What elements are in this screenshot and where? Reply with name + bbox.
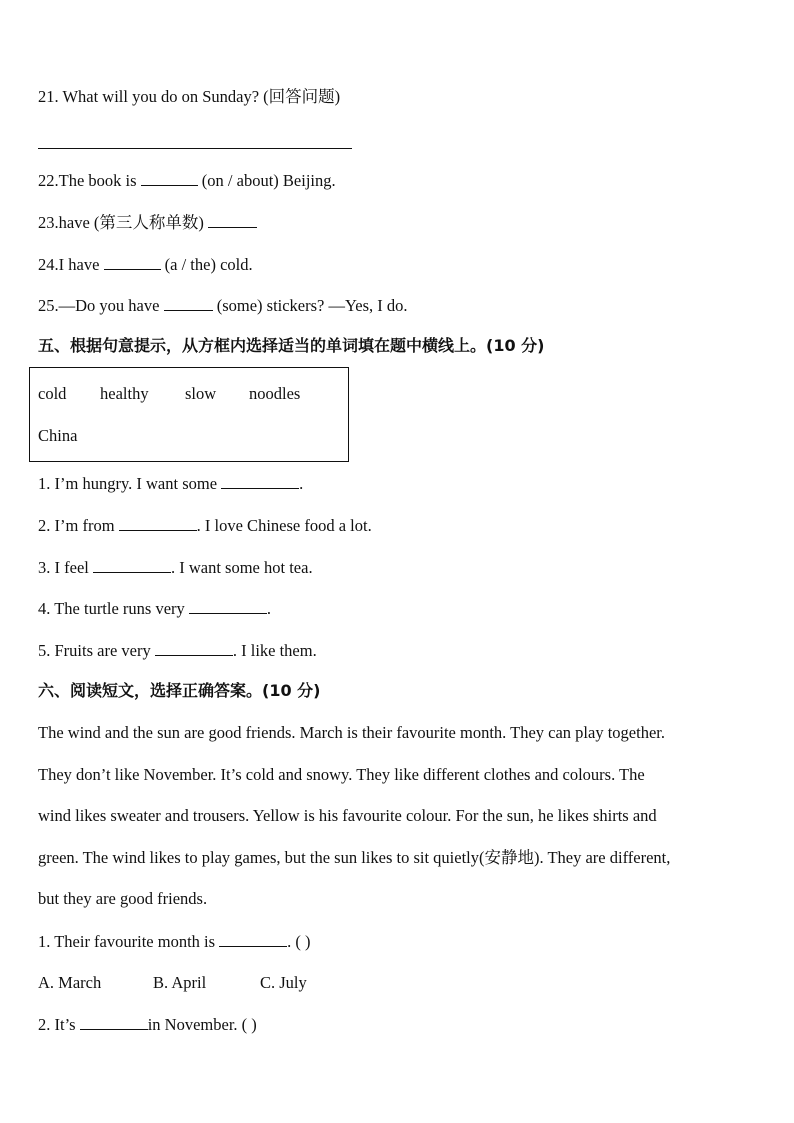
- option-b[interactable]: B. April: [153, 973, 207, 992]
- fill-blank[interactable]: [93, 557, 171, 573]
- section-5-item-5: 5. Fruits are very . I like them.: [38, 641, 317, 660]
- word-healthy: healthy: [100, 384, 149, 403]
- section-6-question-1: 1. Their favourite month is . ( ): [38, 932, 311, 951]
- fill-blank[interactable]: [104, 254, 161, 270]
- section-6-title: 六、阅读短文，选择正确答案。(10 分): [38, 681, 321, 700]
- passage-line: They don’t like November. It’s cold and snowy. They like different clothes and colours. The: [38, 765, 645, 784]
- question-25: 25.—Do you have (some) stickers? —Yes, I do.: [38, 296, 408, 315]
- fill-blank[interactable]: [80, 1014, 148, 1030]
- question-number: 22: [38, 171, 55, 190]
- fill-blank[interactable]: [208, 212, 257, 228]
- section-5-item-3: 3. I feel . I want some hot tea.: [38, 558, 313, 577]
- fill-blank[interactable]: [155, 640, 233, 656]
- question-text: . What will you do on Sunday? (回答问题): [54, 87, 341, 106]
- fill-blank[interactable]: [219, 931, 287, 947]
- passage-line: green. The wind likes to play games, but the sun likes to sit quietly(安静地). They are different,: [38, 848, 671, 867]
- word-box: [29, 367, 349, 462]
- question-number: 24: [38, 255, 55, 274]
- passage-line: wind likes sweater and trousers. Yellow is his favourite colour. For the sun, he likes shirts and: [38, 806, 657, 825]
- question-22: 22.The book is (on / about) Beijing.: [38, 171, 336, 190]
- option-c[interactable]: C. July: [260, 973, 307, 992]
- question-number: 21: [38, 87, 55, 106]
- fill-blank[interactable]: [141, 170, 198, 186]
- section-5-title: 五、根据句意提示，从方框内选择适当的单词填在题中横线上。(10 分): [38, 336, 545, 355]
- section-5-item-4: 4. The turtle runs very .: [38, 599, 272, 618]
- question-number: 23: [38, 213, 55, 232]
- fill-blank[interactable]: [221, 473, 299, 489]
- option-a[interactable]: A. March: [38, 973, 102, 992]
- passage-line: The wind and the sun are good friends. March is their favourite month. They can play together.: [38, 723, 665, 742]
- answer-line[interactable]: [38, 148, 352, 149]
- question-23: 23.have (第三人称单数): [38, 212, 257, 233]
- word-cold: cold: [38, 384, 67, 403]
- fill-blank[interactable]: [164, 295, 213, 311]
- question-number: 25: [38, 296, 55, 315]
- word-noodles: noodles: [249, 384, 301, 403]
- word-china: China: [38, 426, 78, 445]
- fill-blank[interactable]: [189, 598, 267, 614]
- passage-line: but they are good friends.: [38, 889, 208, 908]
- section-5-item-1: 1. I’m hungry. I want some .: [38, 474, 304, 493]
- section-6-question-2: 2. It’s in November. ( ): [38, 1015, 257, 1034]
- fill-blank[interactable]: [119, 515, 197, 531]
- question-24: 24.I have (a / the) cold.: [38, 255, 253, 274]
- question-21: [38, 87, 340, 107]
- section-5-item-2: 2. I’m from . I love Chinese food a lot.: [38, 516, 372, 535]
- word-slow: slow: [185, 384, 217, 403]
